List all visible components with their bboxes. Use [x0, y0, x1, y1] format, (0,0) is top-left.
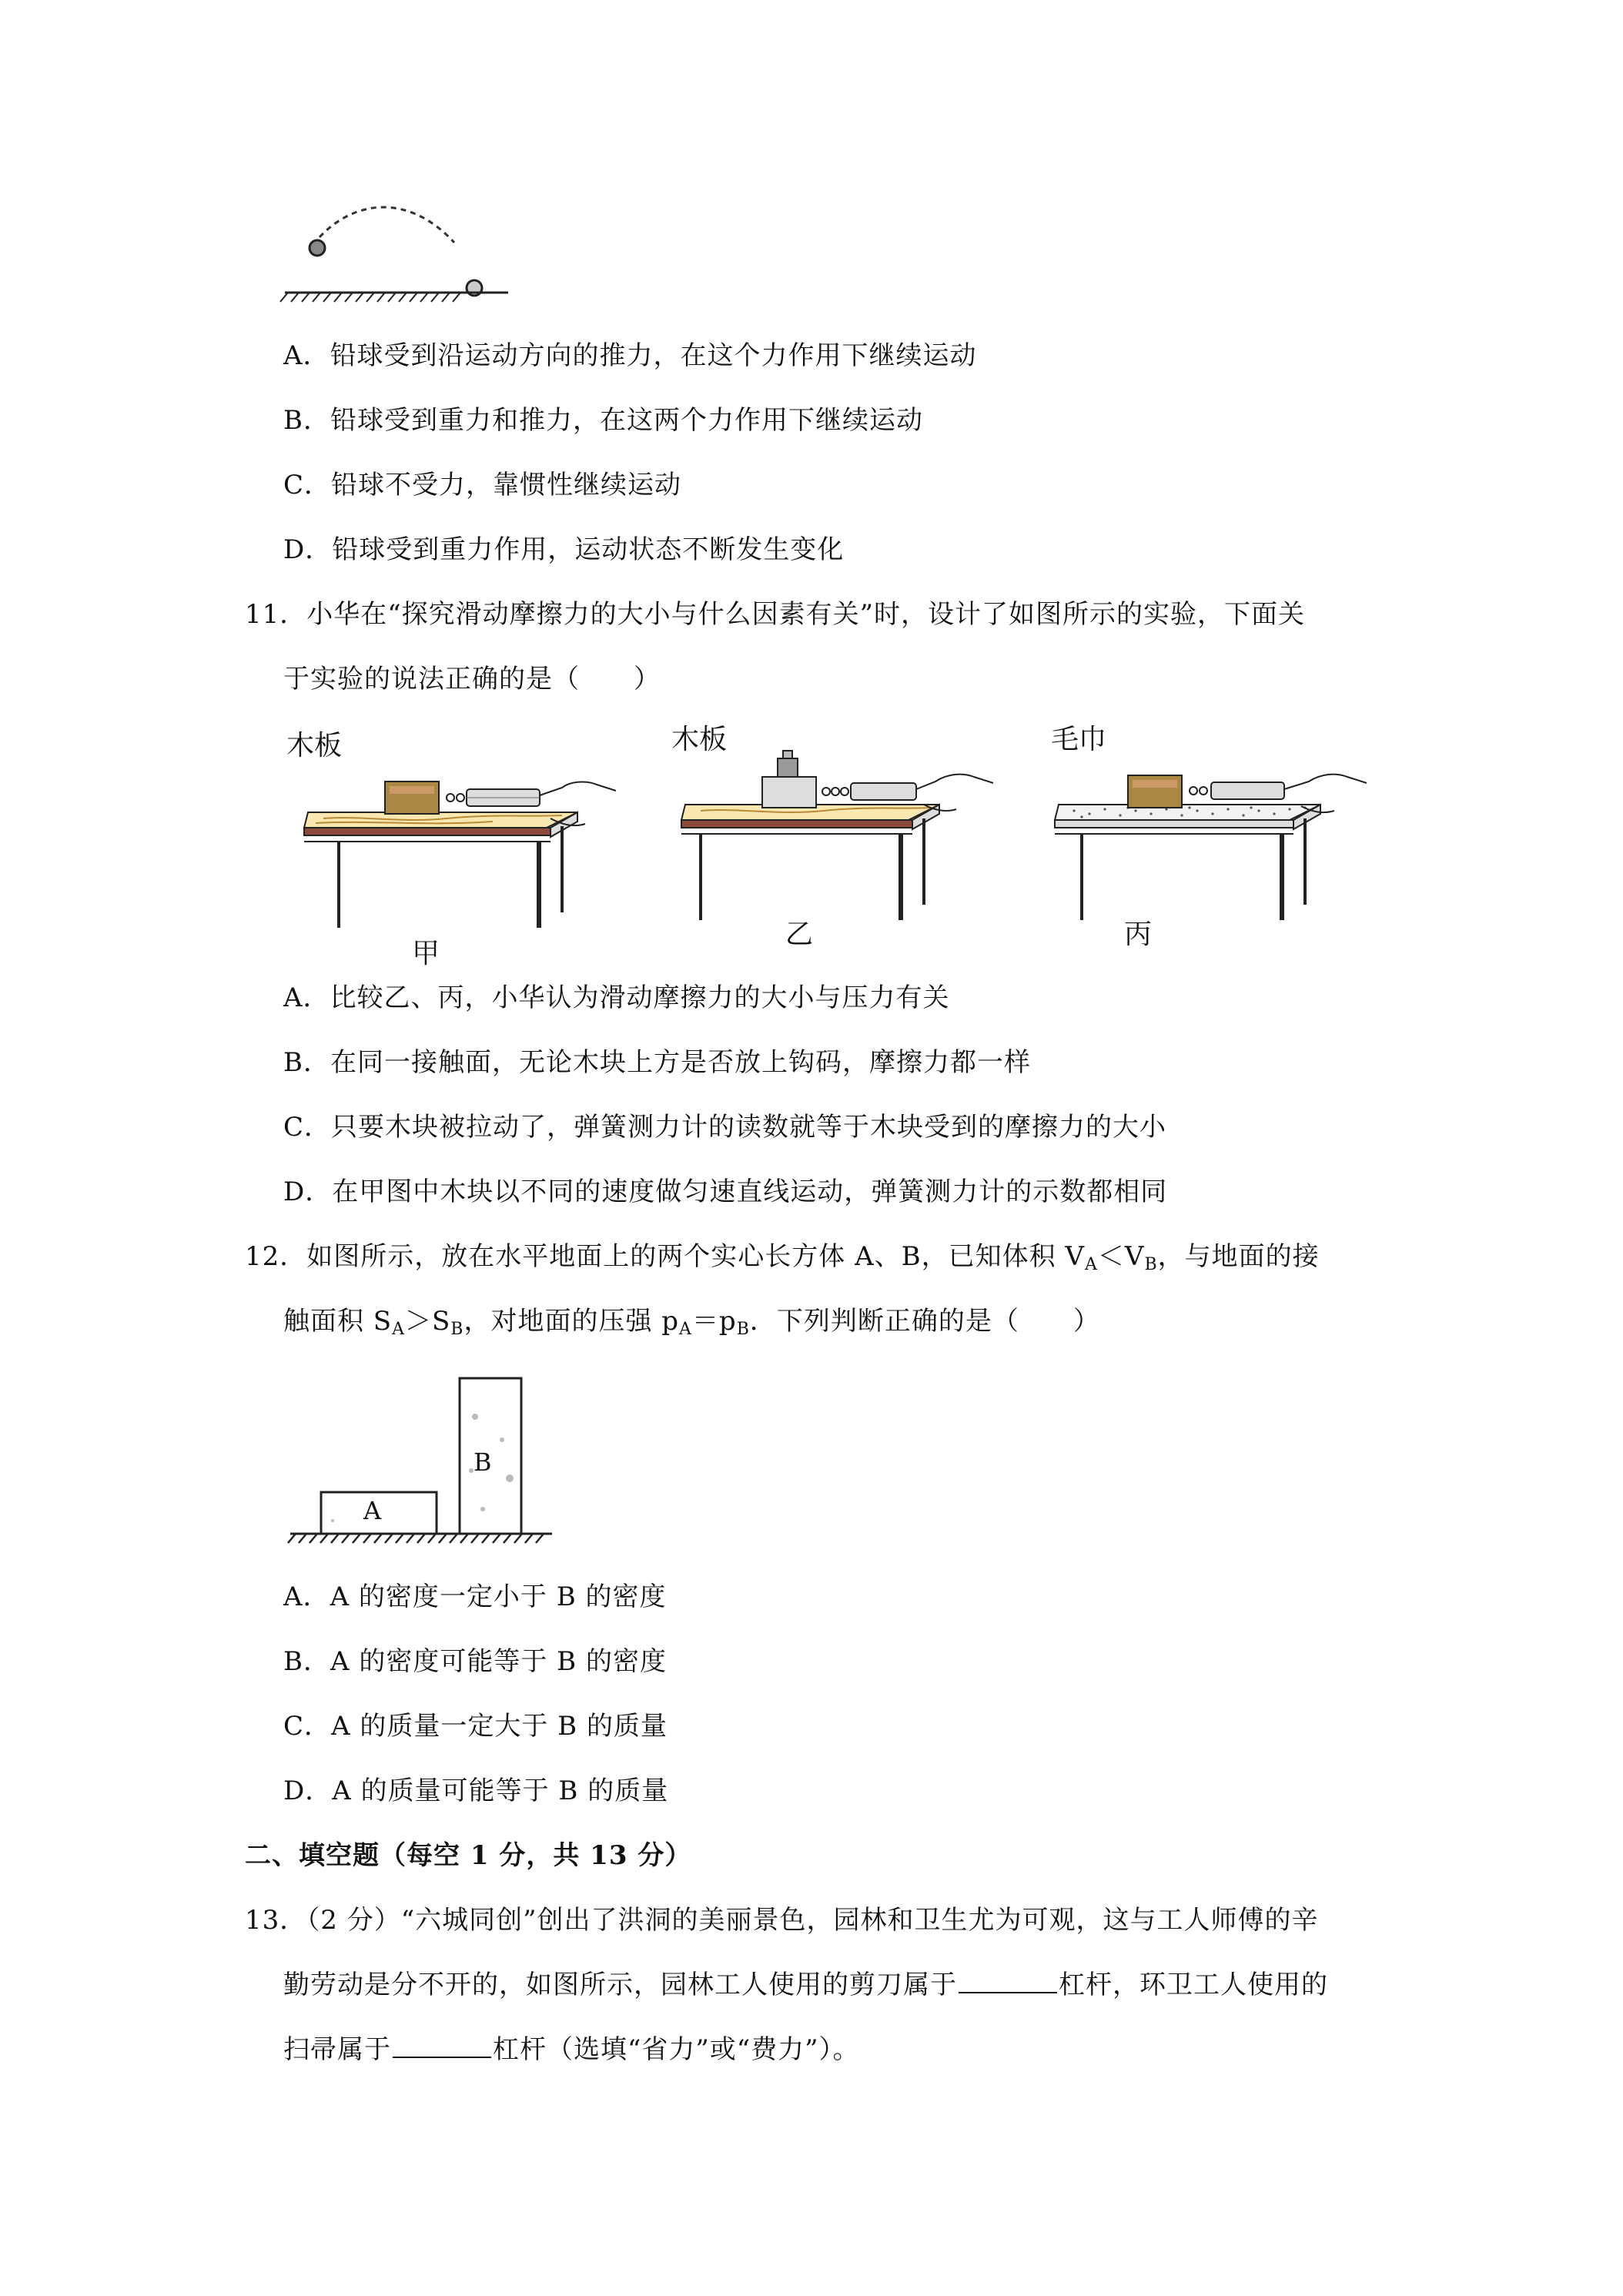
- q11-option-d: D．在甲图中木块以不同的速度做匀速直线运动，弹簧测力计的示数都相同: [283, 1176, 1168, 1207]
- q13-line1: 13．（2 分）“六城同创”创出了洪洞的美丽景色，园林和卫生尤为可观，这与工人师傅的辛: [245, 1905, 1319, 1936]
- q13-line2: 勤劳动是分不开的，如图所示，园林工人使用的剪刀属于 杠杆，环卫工人使用的: [283, 1970, 1328, 2000]
- block-a-label: A: [363, 1496, 382, 1525]
- q10-option-c: C．铅球不受力，靠惯性继续运动: [283, 470, 682, 500]
- friction-experiment-bing-figure: [1043, 743, 1397, 920]
- fig-bing-surface-label: 毛巾: [1051, 724, 1107, 755]
- q12-stem-line2: 触面积 $S_A>S_B$，对地面的压强 $p_A=p_B$．下列判断正确的是（ ）: [283, 1306, 1100, 1339]
- section-2-title: 二、填空题（每空 1 分，共 13 分）: [245, 1840, 692, 1871]
- fig-bing-caption: 丙: [1124, 919, 1153, 950]
- fig-yi-surface-label: 木板: [671, 724, 728, 755]
- q11-stem-line2: 于实验的说法正确的是（ ）: [283, 664, 661, 694]
- q12-option-c: C．A 的质量一定大于 B 的质量: [283, 1711, 668, 1742]
- friction-experiment-jia-figure: [293, 751, 647, 928]
- blocks-ab-figure: [286, 1371, 564, 1563]
- q13-answer-blank-1[interactable]: [959, 1969, 1057, 1993]
- friction-experiment-yi-figure: [670, 743, 1024, 920]
- q10-option-a: A．铅球受到沿运动方向的推力，在这个力作用下继续运动: [283, 340, 977, 371]
- q12-option-d: D．A 的质量可能等于 B 的质量: [283, 1776, 669, 1806]
- q10-option-b: B．铅球受到重力和推力，在这两个力作用下继续运动: [283, 405, 923, 436]
- q10-option-d: D．铅球受到重力作用，运动状态不断发生变化: [283, 534, 845, 565]
- q12-option-a: A．A 的密度一定小于 B 的密度: [283, 1581, 667, 1612]
- block-b-label: B: [474, 1448, 492, 1477]
- q11-stem-line1: 11．小华在“探究滑动摩擦力的大小与什么因素有关”时，设计了如图所示的实验，下面关: [245, 599, 1306, 630]
- q11-option-c: C．只要木块被拉动了，弹簧测力计的读数就等于木块受到的摩擦力的大小: [283, 1112, 1167, 1143]
- fig-jia-surface-label: 木板: [286, 730, 343, 761]
- fig-yi-caption: 乙: [785, 919, 814, 950]
- q11-option-a: A．比较乙、丙，小华认为滑动摩擦力的大小与压力有关: [283, 982, 950, 1013]
- q12-option-b: B．A 的密度可能等于 B 的密度: [283, 1646, 667, 1677]
- q13-line3: 扫帚属于 杠杆（选填“省力”或“费力”）。: [283, 2034, 860, 2065]
- shot-put-trajectory-figure: [277, 200, 585, 293]
- q11-option-b: B．在同一接触面，无论木块上方是否放上钩码，摩擦力都一样: [283, 1047, 1031, 1078]
- q13-answer-blank-2[interactable]: [393, 2033, 491, 2058]
- fig-jia-caption: 甲: [412, 938, 440, 969]
- q12-stem-line1: 12．如图所示，放在水平地面上的两个实心长方体 A、B，已知体积 $V_A<V_B$，与地面的接: [245, 1241, 1320, 1274]
